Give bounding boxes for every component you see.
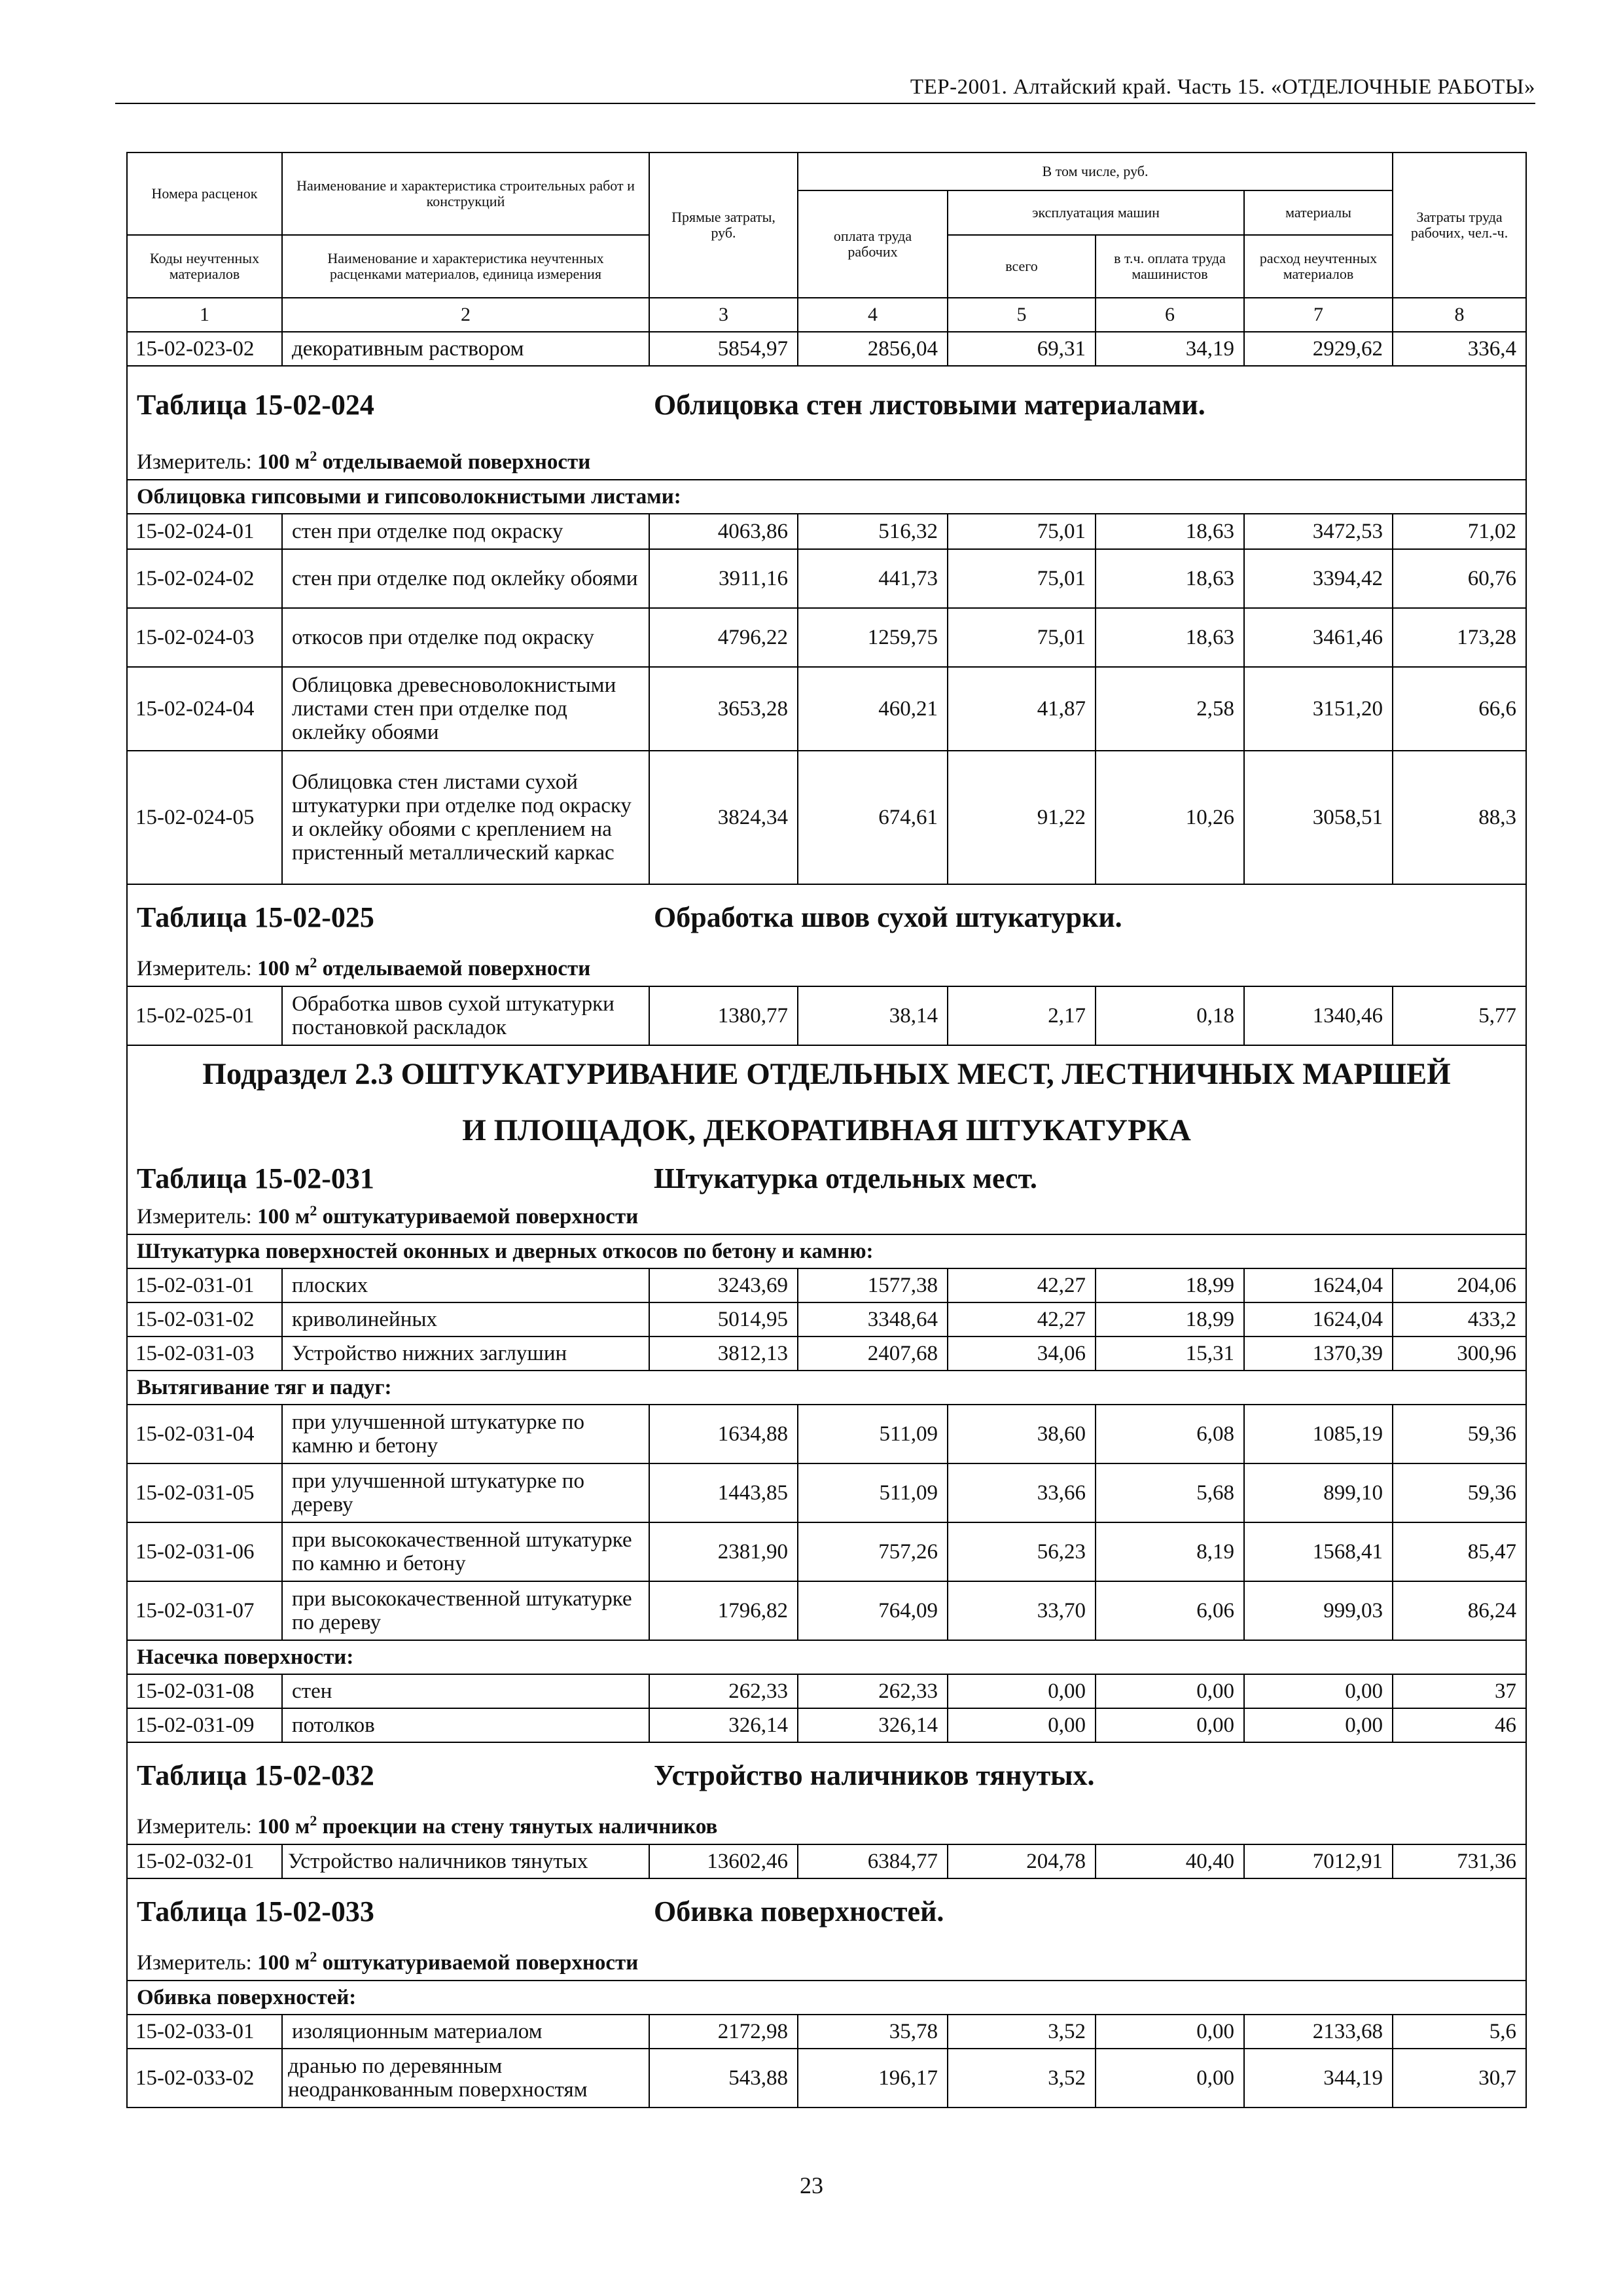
- materials-cost: 3394,42: [1244, 549, 1393, 608]
- labor-pay: 326,14: [798, 1708, 948, 1742]
- labor-pay: 764,09: [798, 1581, 948, 1640]
- rates-table: [126, 152, 1527, 2108]
- table-name: Обивка поверхностей.: [654, 1895, 944, 1928]
- machines-total: 91,22: [948, 751, 1096, 884]
- labor-pay: 460,21: [798, 667, 948, 751]
- subsection-title-line1: Подраздел 2.3 ОШТУКАТУРИВАНИЕ ОТДЕЛЬНЫХ МЕСТ, ЛЕСТНИЧНЫХ МАРШЕЙ: [202, 1057, 1451, 1091]
- col-number: 8: [1393, 298, 1526, 332]
- col-number: 6: [1096, 298, 1244, 332]
- labor-pay: 262,33: [798, 1674, 948, 1708]
- table-row: [127, 667, 1526, 751]
- table-row: [127, 1844, 1526, 1878]
- measure-unit-power: 2: [310, 1948, 317, 1965]
- col-number: 5: [948, 298, 1096, 332]
- col4-header: оплата труда рабочих: [798, 190, 948, 298]
- direct-costs: 326,14: [649, 1708, 798, 1742]
- group-label: Облицовка гипсовыми и гипсоволокнистыми листами:: [127, 480, 1526, 514]
- machinists-pay: 10,26: [1096, 751, 1244, 884]
- labor-hours: 46: [1393, 1708, 1526, 1742]
- machines-total: 75,01: [948, 514, 1096, 549]
- group-row: [127, 1981, 1526, 2015]
- rate-code: 15-02-031-04: [127, 1405, 282, 1463]
- col7-header: расход неучтенных материалов: [1244, 235, 1393, 298]
- direct-costs: 5854,97: [649, 332, 798, 366]
- labor-pay: 511,09: [798, 1463, 948, 1522]
- measure-unit-tail: отделываемой поверхности: [317, 450, 591, 474]
- labor-hours: 30,7: [1393, 2049, 1526, 2108]
- labor-hours: 86,24: [1393, 1581, 1526, 1640]
- table-name: Обработка швов сухой штукатурки.: [654, 901, 1122, 933]
- materials-cost: 1340,46: [1244, 986, 1393, 1045]
- rate-code: 15-02-024-02: [127, 549, 282, 608]
- labor-hours: 59,36: [1393, 1463, 1526, 1522]
- measure-label: Измеритель:: [137, 450, 252, 474]
- materials-cost: 2133,68: [1244, 2015, 1393, 2049]
- table-title-row: [127, 1158, 1526, 1198]
- header-row-1: [127, 152, 1526, 190]
- table-title-row: [127, 884, 1526, 950]
- machines-total: 34,06: [948, 1336, 1096, 1371]
- table-row: [127, 608, 1526, 667]
- rate-code: 15-02-033-02: [127, 2049, 282, 2108]
- labor-hours: 204,06: [1393, 1268, 1526, 1302]
- labor-hours: 433,2: [1393, 1302, 1526, 1336]
- table-row: [127, 1708, 1526, 1742]
- measure-unit-tail: оштукатуриваемой поверхности: [317, 1951, 639, 1975]
- table-row: [127, 1336, 1526, 1371]
- rate-code: 15-02-025-01: [127, 986, 282, 1045]
- labor-hours: 88,3: [1393, 751, 1526, 884]
- table-row: [127, 2015, 1526, 2049]
- machines-total: 33,66: [948, 1463, 1096, 1522]
- rate-name: Устройство нижних заглушин: [282, 1336, 649, 1371]
- rate-code: 15-02-023-02: [127, 332, 282, 366]
- machines-total: 38,60: [948, 1405, 1096, 1463]
- table-number: Таблица 15-02-024: [137, 389, 374, 421]
- materials-cost: 1085,19: [1244, 1405, 1393, 1463]
- materials-cost: 3461,46: [1244, 608, 1393, 667]
- column-numbers-row: [127, 298, 1526, 332]
- group-row: [127, 1234, 1526, 1268]
- machines-total: 75,01: [948, 549, 1096, 608]
- machinists-pay: 8,19: [1096, 1522, 1244, 1581]
- measure-label: Измеритель:: [137, 1815, 252, 1839]
- materials-cost: 999,03: [1244, 1581, 1393, 1640]
- table-title-row: [127, 366, 1526, 443]
- measure-unit: 100 м: [257, 450, 310, 474]
- group-row: [127, 480, 1526, 514]
- rate-name: плоских: [282, 1268, 649, 1302]
- machinists-pay: 34,19: [1096, 332, 1244, 366]
- measure-unit-tail: отделываемой поверхности: [317, 957, 591, 980]
- rate-name: дранью по деревянным неодранкованным поверхностям: [282, 2049, 649, 2108]
- col2-header-bottom: Наименование и характеристика неучтенных расценками материалов, единица измерения: [282, 235, 649, 298]
- col3-header: Прямые затраты, руб.: [649, 152, 798, 298]
- col6-header: в т.ч. оплата труда машинистов: [1096, 235, 1244, 298]
- table-row: [127, 1463, 1526, 1522]
- measure-unit-power: 2: [310, 1202, 317, 1219]
- table-row: [127, 1581, 1526, 1640]
- measure-row: [127, 950, 1526, 986]
- rate-code: 15-02-032-01: [127, 1844, 282, 1878]
- subsection-row: [127, 1045, 1526, 1158]
- table-row: [127, 2049, 1526, 2108]
- direct-costs: 13602,46: [649, 1844, 798, 1878]
- rate-code: 15-02-031-07: [127, 1581, 282, 1640]
- labor-hours: 300,96: [1393, 1336, 1526, 1371]
- running-header-text: ТЕР-2001. Алтайский край. Часть 15. «ОТДЕЛОЧНЫЕ РАБОТЫ»: [910, 75, 1535, 99]
- labor-hours: 66,6: [1393, 667, 1526, 751]
- col-number: 3: [649, 298, 798, 332]
- labor-pay: 516,32: [798, 514, 948, 549]
- table-row: [127, 1405, 1526, 1463]
- rate-name: при высококачественной штукатурке по дереву: [282, 1581, 649, 1640]
- measure-row: [127, 1944, 1526, 1981]
- machines-total: 2,17: [948, 986, 1096, 1045]
- materials-cost: 2929,62: [1244, 332, 1393, 366]
- rate-name: при высококачественной штукатурке по камню и бетону: [282, 1522, 649, 1581]
- rate-name: декоративным раствором: [282, 332, 649, 366]
- machinists-pay: 18,63: [1096, 549, 1244, 608]
- table-row: [127, 332, 1526, 366]
- machines-total: 0,00: [948, 1708, 1096, 1742]
- subsection-title-line2: И ПЛОЩАДОК, ДЕКОРАТИВНАЯ ШТУКАТУРКА: [462, 1113, 1191, 1147]
- labor-pay: 6384,77: [798, 1844, 948, 1878]
- table-row: [127, 751, 1526, 884]
- direct-costs: 1443,85: [649, 1463, 798, 1522]
- rate-name: стен: [282, 1674, 649, 1708]
- col-number: 1: [127, 298, 282, 332]
- labor-pay: 1577,38: [798, 1268, 948, 1302]
- rate-code: 15-02-024-03: [127, 608, 282, 667]
- measure-row: [127, 443, 1526, 480]
- machinists-pay: 18,63: [1096, 514, 1244, 549]
- labor-pay: 757,26: [798, 1522, 948, 1581]
- rate-code: 15-02-031-01: [127, 1268, 282, 1302]
- labor-pay: 196,17: [798, 2049, 948, 2108]
- labor-pay: 674,61: [798, 751, 948, 884]
- labor-hours: 59,36: [1393, 1405, 1526, 1463]
- machines-total: 3,52: [948, 2049, 1096, 2108]
- col-number: 4: [798, 298, 948, 332]
- labor-pay: 38,14: [798, 986, 948, 1045]
- measure-label: Измеритель:: [137, 1205, 252, 1229]
- direct-costs: 1796,82: [649, 1581, 798, 1640]
- measure-unit: 100 м: [257, 1815, 310, 1839]
- machinists-pay: 0,00: [1096, 1708, 1244, 1742]
- group-label: Вытягивание тяг и падуг:: [127, 1371, 1526, 1405]
- direct-costs: 3653,28: [649, 667, 798, 751]
- table-name: Облицовка стен листовыми материалами.: [654, 389, 1205, 421]
- col-number: 2: [282, 298, 649, 332]
- machinists-pay: 0,18: [1096, 986, 1244, 1045]
- labor-pay: 1259,75: [798, 608, 948, 667]
- measure-row: [127, 1198, 1526, 1234]
- machinists-pay: 18,99: [1096, 1302, 1244, 1336]
- labor-hours: 5,77: [1393, 986, 1526, 1045]
- direct-costs: 2381,90: [649, 1522, 798, 1581]
- table-name: Штукатурка отдельных мест.: [654, 1162, 1037, 1194]
- measure-unit-tail: проекции на стену тянутых наличников: [317, 1815, 718, 1839]
- labor-pay: 2407,68: [798, 1336, 948, 1371]
- measure-label: Измеритель:: [137, 957, 252, 980]
- labor-hours: 37: [1393, 1674, 1526, 1708]
- measure-label: Измеритель:: [137, 1951, 252, 1975]
- group-row: [127, 1640, 1526, 1674]
- materials-cost: 1624,04: [1244, 1268, 1393, 1302]
- group-row: [127, 1371, 1526, 1405]
- materials-cost: 3058,51: [1244, 751, 1393, 884]
- measure-row: [127, 1808, 1526, 1844]
- measure-unit-tail: оштукатуриваемой поверхности: [317, 1205, 639, 1229]
- direct-costs: 1380,77: [649, 986, 798, 1045]
- col5-header: всего: [948, 235, 1096, 298]
- machinists-pay: 2,58: [1096, 667, 1244, 751]
- group-label: Обивка поверхностей:: [127, 1981, 1526, 2015]
- rate-name: при улучшенной штукатурке по дереву: [282, 1463, 649, 1522]
- materials-cost: 3472,53: [1244, 514, 1393, 549]
- rate-name: откосов при отделке под окраску: [282, 608, 649, 667]
- machines-total: 41,87: [948, 667, 1096, 751]
- rate-name: при улучшенной штукатурке по камню и бетону: [282, 1405, 649, 1463]
- machines-total: 33,70: [948, 1581, 1096, 1640]
- direct-costs: 3243,69: [649, 1268, 798, 1302]
- rate-code: 15-02-031-09: [127, 1708, 282, 1742]
- machines-total: 3,52: [948, 2015, 1096, 2049]
- labor-pay: 441,73: [798, 549, 948, 608]
- rate-code: 15-02-033-01: [127, 2015, 282, 2049]
- rate-name: Устройство наличников тянутых: [282, 1844, 649, 1878]
- direct-costs: 2172,98: [649, 2015, 798, 2049]
- rate-name: стен при отделке под окраску: [282, 514, 649, 549]
- materials-cost: 3151,20: [1244, 667, 1393, 751]
- machinists-pay: 6,06: [1096, 1581, 1244, 1640]
- direct-costs: 3911,16: [649, 549, 798, 608]
- col-number: 7: [1244, 298, 1393, 332]
- col1-header-top: Номера расценок: [127, 152, 282, 235]
- materials-cost: 1370,39: [1244, 1336, 1393, 1371]
- measure-unit-power: 2: [310, 448, 317, 464]
- labor-hours: 60,76: [1393, 549, 1526, 608]
- direct-costs: 543,88: [649, 2049, 798, 2108]
- table-number: Таблица 15-02-033: [137, 1895, 374, 1928]
- col2-header-top: Наименование и характеристика строительных работ и конструкций: [282, 152, 649, 235]
- machinists-pay: 6,08: [1096, 1405, 1244, 1463]
- machines-total: 0,00: [948, 1674, 1096, 1708]
- labor-hours: 71,02: [1393, 514, 1526, 549]
- direct-costs: 4063,86: [649, 514, 798, 549]
- labor-pay: 2856,04: [798, 332, 948, 366]
- measure-unit: 100 м: [257, 1951, 310, 1975]
- direct-costs: 5014,95: [649, 1302, 798, 1336]
- rate-code: 15-02-031-05: [127, 1463, 282, 1522]
- direct-costs: 3812,13: [649, 1336, 798, 1371]
- machinists-pay: 15,31: [1096, 1336, 1244, 1371]
- table-row: [127, 986, 1526, 1045]
- rate-code: 15-02-024-04: [127, 667, 282, 751]
- machines-total: 69,31: [948, 332, 1096, 366]
- machinists-pay: 18,63: [1096, 608, 1244, 667]
- rate-code: 15-02-031-03: [127, 1336, 282, 1371]
- direct-costs: 4796,22: [649, 608, 798, 667]
- materials-cost: 899,10: [1244, 1463, 1393, 1522]
- table-row: [127, 1674, 1526, 1708]
- rate-name: Облицовка стен листами сухой штукатурки при отделке под окраску и оклейку обоями с креплением на пристенный металлический каркас: [282, 751, 649, 884]
- labor-hours: 5,6: [1393, 2015, 1526, 2049]
- rate-name: Обработка швов сухой штукатурки постановкой раскладок: [282, 986, 649, 1045]
- machinists-pay: 0,00: [1096, 2049, 1244, 2108]
- table-number: Таблица 15-02-032: [137, 1759, 374, 1791]
- measure-unit: 100 м: [257, 1205, 310, 1229]
- direct-costs: 1634,88: [649, 1405, 798, 1463]
- labor-hours: 731,36: [1393, 1844, 1526, 1878]
- rate-name: изоляционным материалом: [282, 2015, 649, 2049]
- table-row: [127, 1302, 1526, 1336]
- rate-code: 15-02-031-06: [127, 1522, 282, 1581]
- col1-header-bottom: Коды неучтенных материалов: [127, 235, 282, 298]
- labor-pay: 3348,64: [798, 1302, 948, 1336]
- labor-pay: 35,78: [798, 2015, 948, 2049]
- table-row: [127, 549, 1526, 608]
- direct-costs: 262,33: [649, 1674, 798, 1708]
- materials-cost: 0,00: [1244, 1674, 1393, 1708]
- running-header: [115, 69, 1535, 104]
- page-number: 23: [800, 2172, 823, 2198]
- rate-name: криволинейных: [282, 1302, 649, 1336]
- group-label: Насечка поверхности:: [127, 1640, 1526, 1674]
- rate-code: 15-02-031-08: [127, 1674, 282, 1708]
- in-that-number-header: В том числе, руб.: [798, 152, 1393, 190]
- materials-cost: 7012,91: [1244, 1844, 1393, 1878]
- group-label: Штукатурка поверхностей оконных и дверных откосов по бетону и камню:: [127, 1234, 1526, 1268]
- measure-unit-power: 2: [310, 954, 317, 971]
- materials-cost: 1568,41: [1244, 1522, 1393, 1581]
- rate-code: 15-02-031-02: [127, 1302, 282, 1336]
- machinists-pay: 40,40: [1096, 1844, 1244, 1878]
- table-title-row: [127, 1742, 1526, 1808]
- rate-code: 15-02-024-05: [127, 751, 282, 884]
- rate-name: стен при отделке под оклейку обоями: [282, 549, 649, 608]
- table-number: Таблица 15-02-031: [137, 1162, 374, 1194]
- rate-name: Облицовка древесноволокнистыми листами стен при отделке под оклейку обоями: [282, 667, 649, 751]
- machines-header: эксплуатация машин: [948, 190, 1244, 235]
- table-row: [127, 514, 1526, 549]
- machinists-pay: 5,68: [1096, 1463, 1244, 1522]
- machines-total: 42,27: [948, 1268, 1096, 1302]
- table-name: Устройство наличников тянутых.: [654, 1759, 1095, 1791]
- table-number: Таблица 15-02-025: [137, 901, 374, 933]
- measure-unit: 100 м: [257, 957, 310, 980]
- table-row: [127, 1268, 1526, 1302]
- machinists-pay: 18,99: [1096, 1268, 1244, 1302]
- materials-cost: 344,19: [1244, 2049, 1393, 2108]
- labor-hours: 85,47: [1393, 1522, 1526, 1581]
- col8-header: Затраты труда рабочих, чел.-ч.: [1393, 152, 1526, 298]
- rate-name: потолков: [282, 1708, 649, 1742]
- labor-hours: 336,4: [1393, 332, 1526, 366]
- materials-header: материалы: [1244, 190, 1393, 235]
- rate-code: 15-02-024-01: [127, 514, 282, 549]
- machines-total: 42,27: [948, 1302, 1096, 1336]
- direct-costs: 3824,34: [649, 751, 798, 884]
- measure-unit-power: 2: [310, 1812, 317, 1829]
- materials-cost: 1624,04: [1244, 1302, 1393, 1336]
- machines-total: 56,23: [948, 1522, 1096, 1581]
- machinists-pay: 0,00: [1096, 1674, 1244, 1708]
- table-row: [127, 1522, 1526, 1581]
- table-title-row: [127, 1878, 1526, 1944]
- machinists-pay: 0,00: [1096, 2015, 1244, 2049]
- materials-cost: 0,00: [1244, 1708, 1393, 1742]
- machines-total: 75,01: [948, 608, 1096, 667]
- machines-total: 204,78: [948, 1844, 1096, 1878]
- labor-hours: 173,28: [1393, 608, 1526, 667]
- labor-pay: 511,09: [798, 1405, 948, 1463]
